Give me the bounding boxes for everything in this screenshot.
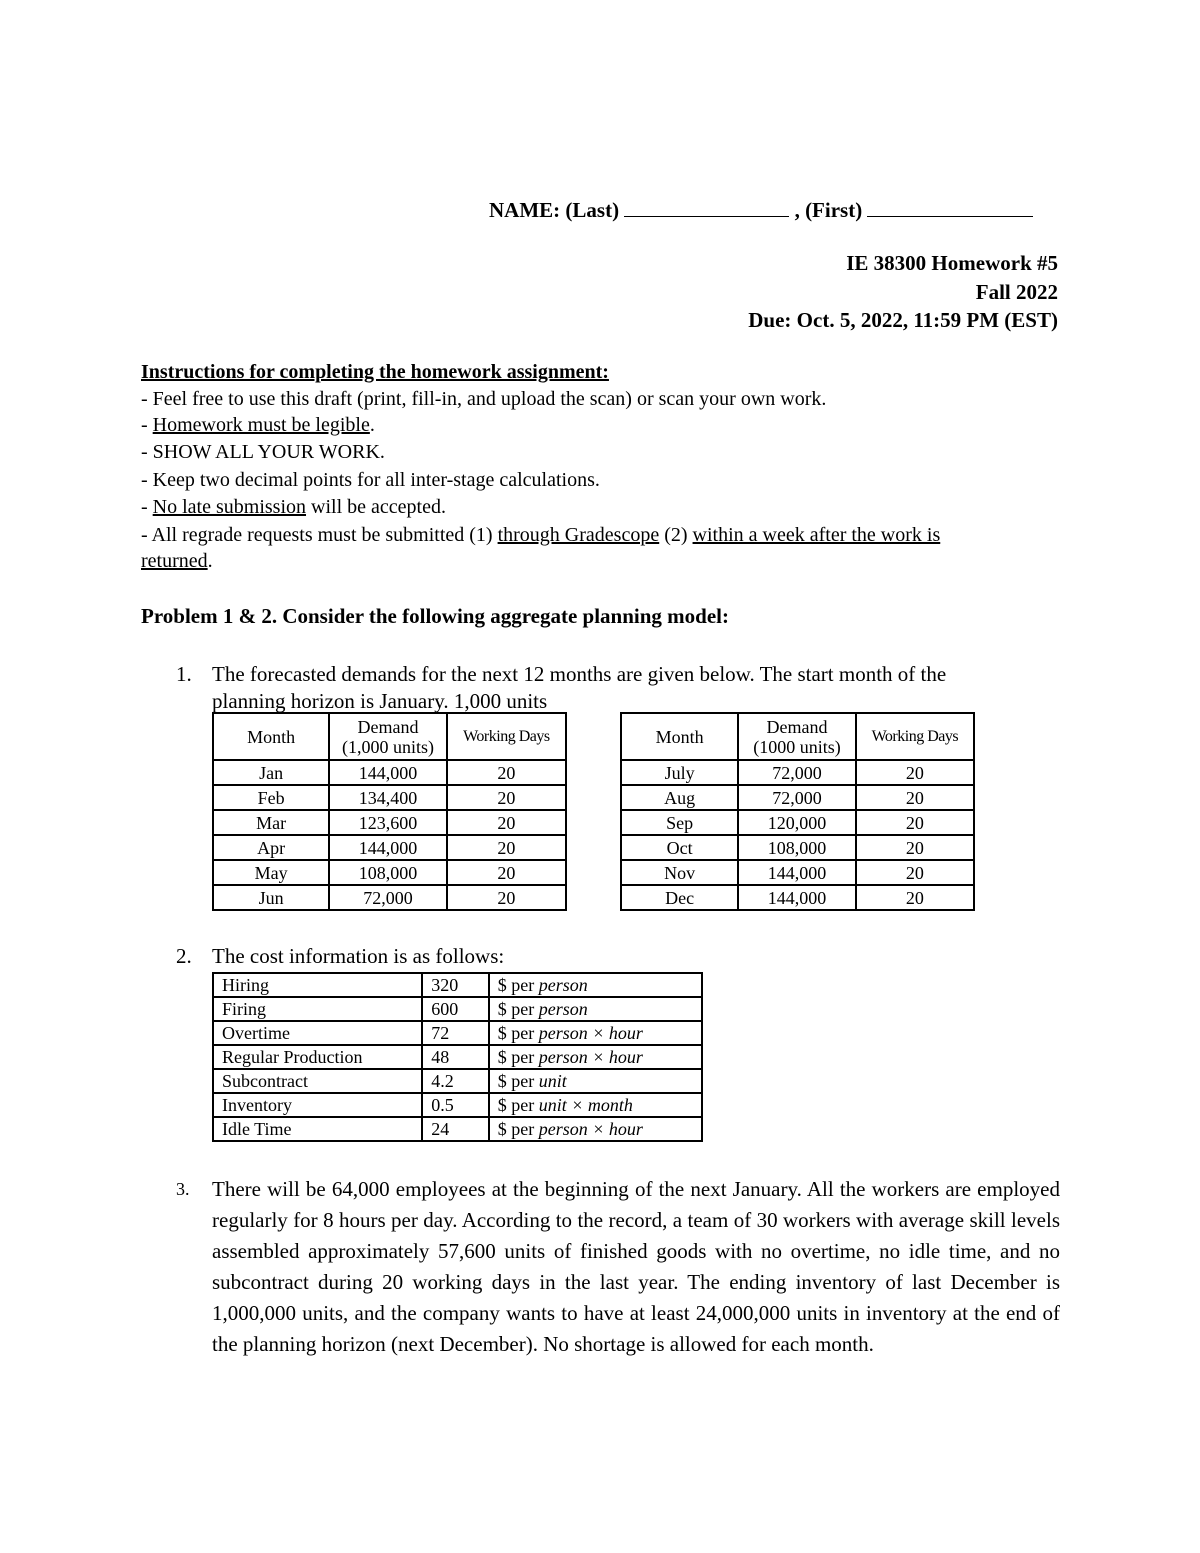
table-row: Dec 144,000 20 bbox=[621, 885, 974, 910]
instruction-line-2: - Homework must be legible. bbox=[141, 414, 375, 436]
table-row: Jun 72,000 20 bbox=[213, 885, 566, 910]
name-line bbox=[489, 198, 1033, 223]
due-date: Due: Oct. 5, 2022, 11:59 PM (EST) bbox=[748, 308, 1058, 332]
instruction-line-3: - SHOW ALL YOUR WORK. bbox=[141, 441, 385, 463]
demand-table-jul-dec bbox=[620, 712, 975, 911]
instruction-line-6: - All regrade requests must be submitted (1) through Gradescope (2) within a week after the work is bbox=[141, 524, 941, 546]
table-row: Inventory 0.5 $ per unit × month bbox=[213, 1093, 702, 1117]
item-3-number: 3. bbox=[176, 1179, 190, 1199]
table-row: Hiring 320 $ per person bbox=[213, 973, 702, 997]
table-row: Mar 123,600 20 bbox=[213, 810, 566, 835]
term: Fall 2022 bbox=[975, 280, 1058, 304]
cost-table bbox=[212, 972, 703, 1142]
table-row: Idle Time 24 $ per person × hour bbox=[213, 1117, 702, 1141]
instruction-line-7: returned. bbox=[141, 550, 213, 572]
table-row: Feb 134,400 20 bbox=[213, 785, 566, 810]
header-month: Month bbox=[621, 713, 738, 760]
header-working-days: Working Days bbox=[447, 713, 566, 760]
instruction-line-1: - Feel free to use this draft (print, fill-in, and upload the scan) or scan your own work. bbox=[141, 388, 827, 410]
header-demand: Demand (1000 units) bbox=[738, 713, 855, 760]
table-row: Apr 144,000 20 bbox=[213, 835, 566, 860]
table-row: May 108,000 20 bbox=[213, 860, 566, 885]
item-3-paragraph: There will be 64,000 employees at the beginning of the next January. All the workers are employed regularly for 8 hours per day. According to the record, a team of 30 workers with average skill levels assembled approximately 57,600 units of finished goods with no overtime, no idle time, and no subcontract during 20 working days in the last year. The ending inventory of last December is 1,000,000 units, and the company wants to have at least 24,000,000 units in inventory at the end of the planning horizon (next December). No shortage is allowed for each month. bbox=[212, 1177, 1060, 1356]
instructions-heading: Instructions for completing the homework assignment: bbox=[141, 361, 609, 383]
item-1-line-2: planning horizon is January. 1,000 units bbox=[212, 689, 548, 713]
item-2-text: The cost information is as follows: bbox=[212, 944, 505, 968]
table-row: Aug 72,000 20 bbox=[621, 785, 974, 810]
table-row: Firing 600 $ per person bbox=[213, 997, 702, 1021]
header-month: Month bbox=[213, 713, 329, 760]
instruction-line-5: - No late submission will be accepted. bbox=[141, 496, 446, 518]
name-first-label: , (First) bbox=[794, 198, 863, 222]
table-row: Nov 144,000 20 bbox=[621, 860, 974, 885]
item-2-number: 2. bbox=[176, 944, 192, 968]
problem-heading: Problem 1 & 2. Consider the following aggregate planning model: bbox=[141, 604, 729, 628]
header-working-days: Working Days bbox=[856, 713, 974, 760]
table-row: July 72,000 20 bbox=[621, 760, 974, 785]
table-row: Jan 144,000 20 bbox=[213, 760, 566, 785]
table-row: Subcontract 4.2 $ per unit bbox=[213, 1069, 702, 1093]
item-1-line-1: The forecasted demands for the next 12 months are given below. The start month of the bbox=[212, 662, 947, 686]
course-title: IE 38300 Homework #5 bbox=[846, 251, 1058, 275]
item-1-number: 1. bbox=[176, 662, 192, 686]
header-demand: Demand (1,000 units) bbox=[329, 713, 446, 760]
name-last-label: NAME: (Last) bbox=[489, 198, 620, 222]
table-row: Regular Production 48 $ per person × hour bbox=[213, 1045, 702, 1069]
table-row: Oct 108,000 20 bbox=[621, 835, 974, 860]
table-row: Sep 120,000 20 bbox=[621, 810, 974, 835]
first-name-blank[interactable] bbox=[867, 198, 1033, 217]
demand-table-jan-jun bbox=[212, 712, 567, 911]
instruction-line-4: - Keep two decimal points for all inter-stage calculations. bbox=[141, 469, 600, 491]
last-name-blank[interactable] bbox=[624, 198, 789, 217]
table-row: Overtime 72 $ per person × hour bbox=[213, 1021, 702, 1045]
